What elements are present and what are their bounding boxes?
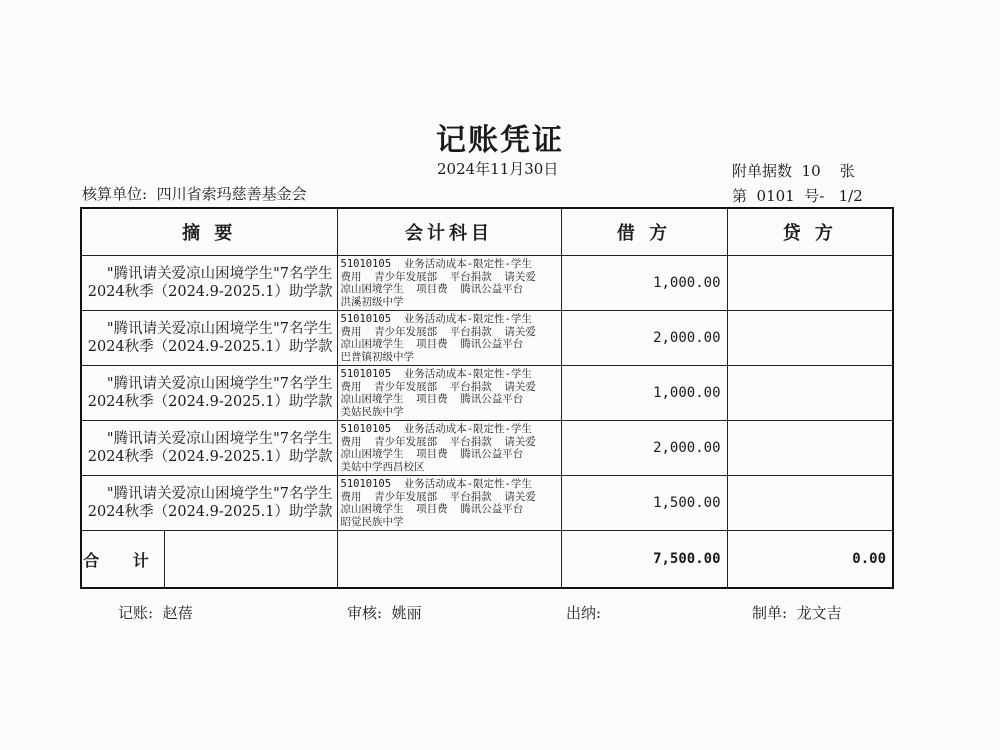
summary-line-1: "腾讯请关爱凉山困境学生"7名学生 — [106, 321, 333, 337]
table-row — [81, 421, 893, 476]
summary-line-1: "腾讯请关爱凉山困境学生"7名学生 — [106, 266, 333, 282]
debit-cell: 1,000.00 — [561, 366, 727, 421]
credit-cell — [727, 366, 893, 421]
bookkeeper-signature: 记账: 赵蓓 — [118, 604, 193, 622]
column-header-credit: 贷 方 — [727, 208, 893, 256]
total-debit: 7,500.00 — [561, 531, 727, 589]
summary-line-2: 2024秋季（2024.9-2025.1）助学款 — [87, 394, 333, 410]
debit-cell: 1,000.00 — [561, 256, 727, 311]
credit-cell — [727, 311, 893, 366]
account-cell: 51010105 业务活动成本-限定性-学生 费用 青少年发展部 平台捐款 请关爱 凉山困境学生 项目费 腾讯公益平台 美姑民族中学 — [337, 366, 561, 421]
total-label-table — [82, 531, 337, 587]
column-header-account: 会计科目 — [337, 208, 561, 256]
debit-cell: 2,000.00 — [561, 311, 727, 366]
debit-cell: 2,000.00 — [561, 421, 727, 476]
voucher-table — [80, 207, 894, 589]
debit-cell: 1,500.00 — [561, 476, 727, 531]
table-row — [81, 311, 893, 366]
total-row — [81, 531, 893, 589]
cashier-signature: 出纳: — [566, 604, 602, 622]
table-row — [81, 366, 893, 421]
total-label: 合 计 — [82, 531, 165, 587]
summary-cell — [81, 311, 337, 366]
account-cell: 51010105 业务活动成本-限定性-学生 费用 青少年发展部 平台捐款 请关爱 凉山困境学生 项目费 腾讯公益平台 洪溪初级中学 — [337, 256, 561, 311]
credit-cell — [727, 476, 893, 531]
column-header-debit: 借 方 — [561, 208, 727, 256]
total-label-blank — [165, 531, 337, 587]
preparer-signature: 制单: 龙文吉 — [752, 604, 842, 622]
summary-line-2: 2024秋季（2024.9-2025.1）助学款 — [87, 339, 333, 355]
total-label-cell — [81, 531, 337, 589]
accounting-unit: 核算单位: 四川省索玛慈善基金会 — [82, 185, 307, 203]
total-account-blank — [337, 531, 561, 589]
summary-cell — [81, 366, 337, 421]
voucher-date: 2024年11月30日 — [437, 160, 559, 178]
summary-cell — [81, 421, 337, 476]
table-row — [81, 256, 893, 311]
reviewer-signature: 审核: 姚丽 — [347, 604, 422, 622]
account-cell: 51010105 业务活动成本-限定性-学生 费用 青少年发展部 平台捐款 请关爱 凉山困境学生 项目费 腾讯公益平台 美姑中学西昌校区 — [337, 421, 561, 476]
summary-cell — [81, 256, 337, 311]
table-header-row — [81, 208, 893, 256]
attachment-count: 附单据数 10 张 — [732, 162, 855, 180]
summary-line-1: "腾讯请关爱凉山困境学生"7名学生 — [106, 376, 333, 392]
summary-line-1: "腾讯请关爱凉山困境学生"7名学生 — [106, 431, 333, 447]
column-header-summary: 摘 要 — [81, 208, 337, 256]
account-cell: 51010105 业务活动成本-限定性-学生 费用 青少年发展部 平台捐款 请关爱 凉山困境学生 项目费 腾讯公益平台 昭觉民族中学 — [337, 476, 561, 531]
table-row — [81, 476, 893, 531]
summary-line-2: 2024秋季（2024.9-2025.1）助学款 — [87, 449, 333, 465]
page-title: 记账凭证 — [436, 123, 564, 158]
summary-cell — [81, 476, 337, 531]
summary-line-2: 2024秋季（2024.9-2025.1）助学款 — [87, 284, 333, 300]
voucher-number: 第 0101 号- 1/2 — [732, 187, 863, 205]
account-cell: 51010105 业务活动成本-限定性-学生 费用 青少年发展部 平台捐款 请关爱 凉山困境学生 项目费 腾讯公益平台 巴普镇初级中学 — [337, 311, 561, 366]
credit-cell — [727, 421, 893, 476]
summary-line-1: "腾讯请关爱凉山困境学生"7名学生 — [106, 486, 333, 502]
total-credit: 0.00 — [727, 531, 893, 589]
credit-cell — [727, 256, 893, 311]
summary-line-2: 2024秋季（2024.9-2025.1）助学款 — [87, 504, 333, 520]
